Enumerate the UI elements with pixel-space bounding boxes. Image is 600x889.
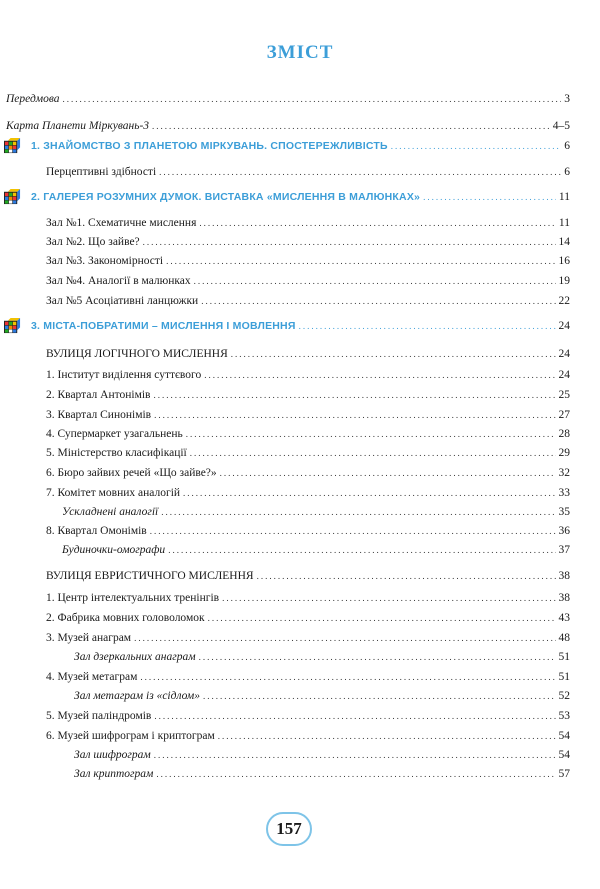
toc-entry[interactable] [74,748,570,762]
toc-entry-label: Карта Планети Міркувань-3 [6,120,150,132]
leader-dots [156,767,555,781]
toc-entry-label: Зал дзеркальних анаграм [74,651,196,663]
toc-entry-page: 54 [558,730,570,742]
toc-entry-page: 38 [558,592,570,604]
toc-entry-page: 24 [558,348,570,360]
toc-entry-page: 6 [564,166,570,178]
leader-dots [257,569,556,583]
leader-dots [201,294,555,308]
leader-dots [159,165,561,179]
toc-entry[interactable] [46,446,570,460]
toc-entry-label: Ускладнені аналогії [62,506,159,518]
toc-entry-page: 52 [558,690,570,702]
leader-dots [150,524,556,538]
toc-entry-page: 51 [558,651,570,663]
toc-entry-label: Зал №3. Закономірності [46,255,164,267]
toc-entry[interactable] [46,408,570,422]
toc-entry-label: Перцептивні здібності [46,166,157,178]
toc-entry-page: 54 [558,749,570,761]
toc-street-heuristic[interactable] [46,569,570,583]
leader-dots [220,466,556,480]
toc-entry-page: 22 [558,295,570,307]
toc-entry-label: 6. Бюро зайвих речей «Що зайве?» [46,467,217,479]
toc-entry-label: Зал №2. Що зайве? [46,236,140,248]
toc-entry-label: Зал криптограм [74,768,154,780]
toc-entry-page: 25 [558,389,570,401]
toc-entry-page: 16 [558,255,570,267]
toc-entry-label: 3. Квартал Синонімів [46,409,152,421]
leader-dots [204,368,555,382]
leader-dots [203,689,555,703]
leader-dots [153,388,555,402]
toc-entry-page: 43 [558,612,570,624]
toc-section-2[interactable] [31,190,570,204]
toc-entry-label: 4. Музей метаграм [46,671,138,683]
toc-entry[interactable] [46,235,570,249]
toc-entry-page: 48 [558,632,570,644]
toc-entry[interactable] [46,216,570,230]
toc-entry[interactable] [46,368,570,382]
leader-dots [218,729,556,743]
toc-entry[interactable] [46,631,570,645]
toc-entry-page: 51 [558,671,570,683]
toc-entry-label: 5. Музей паліндромів [46,710,152,722]
toc-entry-label: 1. Центр інтелектуальних тренінгів [46,592,220,604]
toc-entry-label: 2. Квартал Антонімів [46,389,151,401]
toc-entry-page: 33 [558,487,570,499]
toc-street-logical[interactable] [46,347,570,361]
toc-entry[interactable] [62,543,570,557]
toc-entry-label: Зал шифрограм [74,749,151,761]
leader-dots [222,591,555,605]
leader-dots [423,190,556,204]
page-number: 157 [266,812,312,846]
toc-section-label: 3. МІСТА-ПОБРАТИМИ – МИСЛЕННЯ І МОВЛЕННЯ [31,320,296,332]
toc-entry[interactable] [46,274,570,288]
toc-entry-label: 8. Квартал Омонімів [46,525,147,537]
toc-entry-label: Передмова [6,93,60,105]
leader-dots [199,650,556,664]
toc-entry-page: 37 [558,544,570,556]
toc-entry-label: Зал №5 Асоціативні ланцюжки [46,295,199,307]
toc-entry-page: 6 [564,140,570,152]
leader-dots [194,274,556,288]
leader-dots [186,427,556,441]
toc-entry[interactable] [46,486,570,500]
toc-entry-label: Зал №4. Аналогії в малюнках [46,275,191,287]
leader-dots [143,235,556,249]
toc-entry[interactable] [62,505,570,519]
toc-entry-page: 19 [558,275,570,287]
leader-dots [168,543,555,557]
toc-section-3[interactable] [31,319,570,333]
toc-entry-page: 24 [558,369,570,381]
toc-entry-page: 14 [558,236,570,248]
toc-entry[interactable] [46,670,570,684]
toc-entry-page: 24 [558,320,570,332]
toc-section-1[interactable] [31,139,570,153]
toc-entry[interactable] [74,650,570,664]
toc-entry-label: Зал метаграм із «сідлом» [74,690,201,702]
toc-entry-page: 27 [558,409,570,421]
leader-dots [161,505,555,519]
toc-entry[interactable] [74,767,570,781]
toc-entry-label: 1. Інститут виділення суттєвого [46,369,202,381]
leader-dots [199,216,556,230]
toc-entry-label: ВУЛИЦЯ ЛОГІЧНОГО МИСЛЕННЯ [46,348,228,360]
leader-dots [154,709,555,723]
toc-entry[interactable] [46,427,570,441]
leader-dots [166,254,555,268]
toc-entry-page: 32 [558,467,570,479]
page-title: ЗМІСТ [266,42,334,63]
toc-entry-label: 6. Музей шифрограм і криптограм [46,730,215,742]
rubiks-cube-icon [4,188,21,205]
toc-entry[interactable] [46,165,570,179]
toc-entry[interactable] [46,466,570,480]
toc-entry-page: 53 [558,710,570,722]
rubiks-cube-icon [4,317,21,334]
toc-entry[interactable] [46,388,570,402]
toc-entry-page: 11 [558,217,570,229]
leader-dots [154,408,555,422]
toc-entry-label: 4. Супермаркет узагальнень [46,428,183,440]
toc-entry-foreword[interactable] [6,92,570,106]
toc-entry-label: 7. Комітет мовних аналогій [46,487,181,499]
leader-dots [299,319,556,333]
toc-entry-label: 5. Міністерство класифікації [46,447,187,459]
toc-entry-page: 35 [558,506,570,518]
toc-entry-label: 3. Музей анаграм [46,632,132,644]
leader-dots [152,119,550,133]
leader-dots [391,139,561,153]
leader-dots [190,446,556,460]
toc-entry-map[interactable] [6,119,570,133]
toc-entry[interactable] [74,689,570,703]
leader-dots [183,486,555,500]
toc-entry[interactable] [46,591,570,605]
toc-section-label: 2. ГАЛЕРЕЯ РОЗУМНИХ ДУМОК. ВИСТАВКА «МИСЛЕННЯ В МАЛЮНКАХ» [31,191,421,203]
toc-entry-label: ВУЛИЦЯ ЕВРИСТИЧНОГО МИСЛЕННЯ [46,570,254,582]
toc-entry[interactable] [46,254,570,268]
leader-dots [63,92,562,106]
toc-entry-page: 29 [558,447,570,459]
toc-entry-label: 2. Фабрика мовних головоломок [46,612,205,624]
toc-section-label: 1. ЗНАЙОМСТВО З ПЛАНЕТОЮ МІРКУВАНЬ. СПОСТЕРЕЖЛИВІСТЬ [31,140,388,152]
leader-dots [208,611,556,625]
toc-entry[interactable] [46,729,570,743]
toc-entry-page: 28 [558,428,570,440]
toc-entry[interactable] [46,709,570,723]
rubiks-cube-icon [4,137,21,154]
toc-entry-page: 38 [558,570,570,582]
toc-entry-page: 11 [558,191,570,203]
toc-entry-page: 36 [558,525,570,537]
toc-entry[interactable] [46,524,570,538]
leader-dots [140,670,555,684]
toc-entry-label: Зал №1. Схематичне мислення [46,217,197,229]
leader-dots [134,631,555,645]
toc-entry-page: 3 [564,93,570,105]
toc-entry[interactable] [46,294,570,308]
toc-entry-page: 57 [558,768,570,780]
toc-entry-page: 4–5 [552,120,570,132]
leader-dots [231,347,556,361]
toc-entry-label: Будиночки-омографи [62,544,166,556]
toc-entry[interactable] [46,611,570,625]
leader-dots [154,748,556,762]
